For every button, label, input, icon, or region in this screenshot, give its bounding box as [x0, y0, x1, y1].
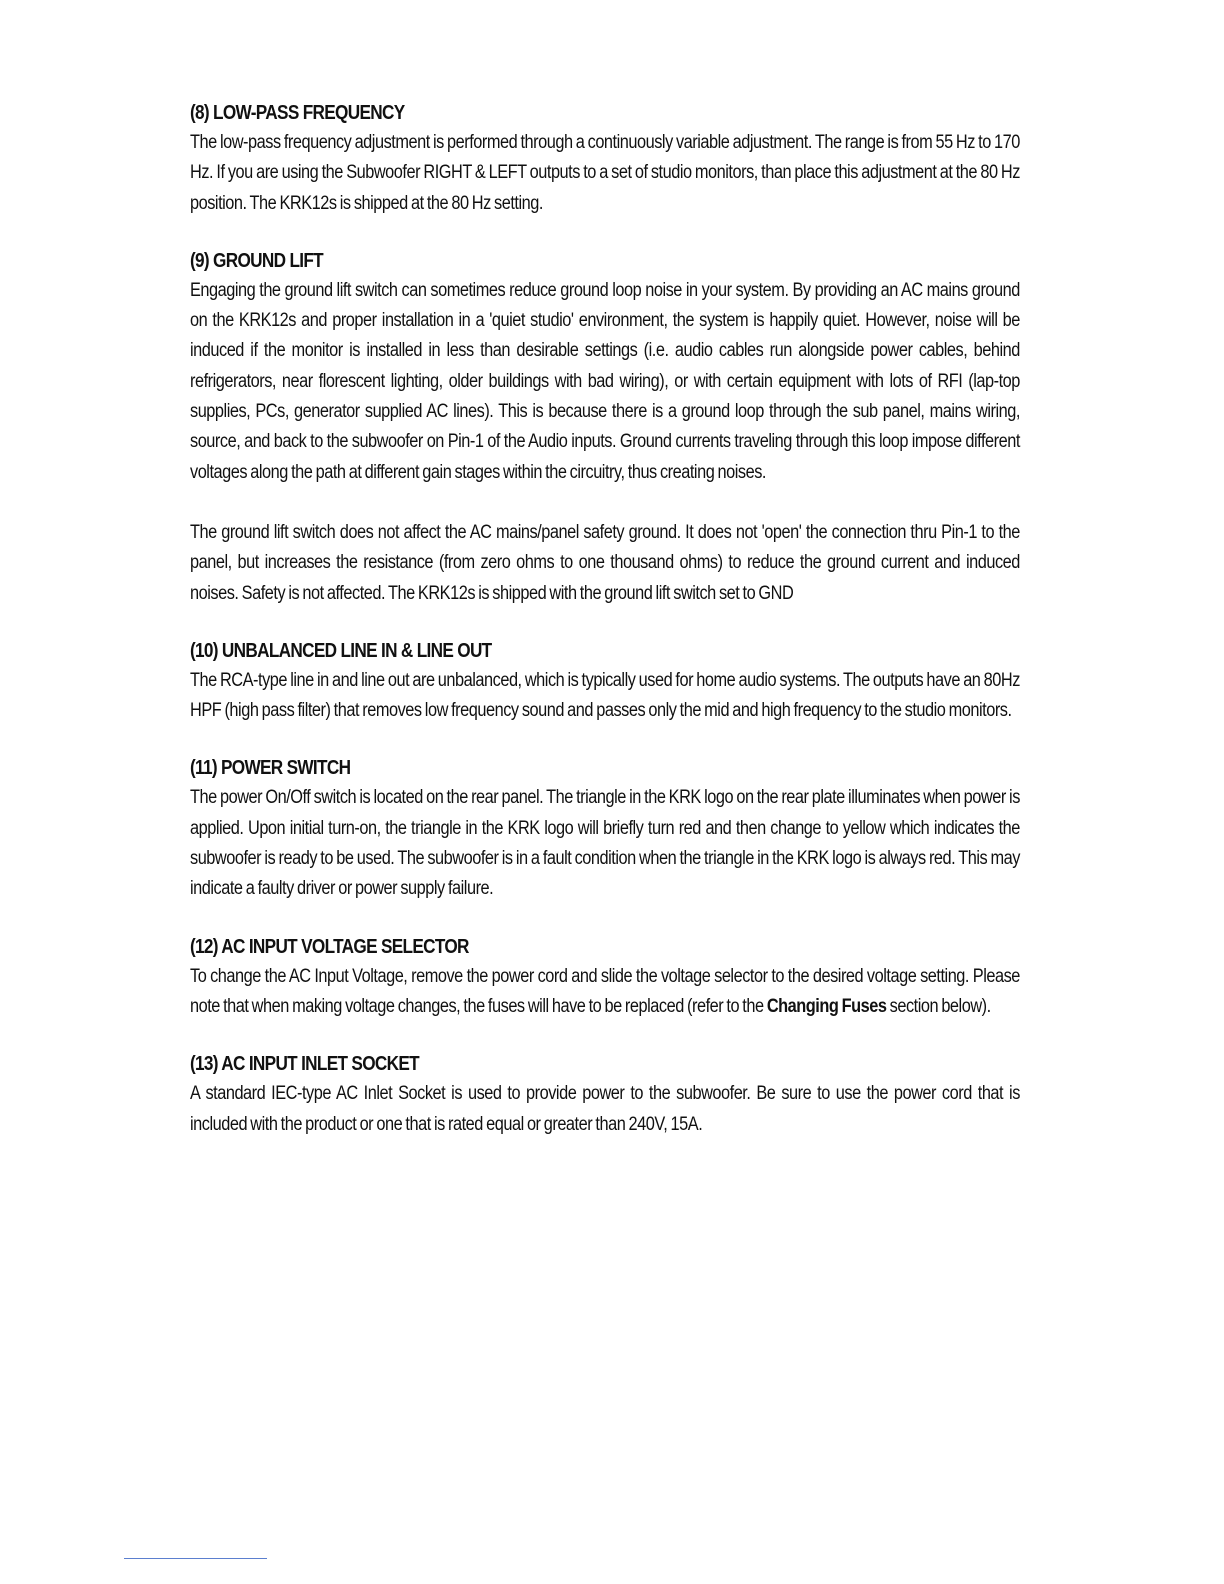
section-ac-input-inlet-socket [190, 1049, 1020, 1140]
section-paragraph [190, 962, 1020, 1023]
section-heading: (11) POWER SWITCH [190, 757, 351, 780]
section-low-pass-frequency [190, 98, 1020, 219]
section-paragraph: The low-pass frequency adjustment is performed through a continuously variable adjustment. The range is from 55 Hz to 170 Hz. If you are using the Subwoofer RIGHT & LEFT outputs to a set of studio monitors, than place this adjustment at the 80 Hz position. The KRK12s is shipped at the 80 Hz setting. [190, 132, 1020, 214]
section-power-switch [190, 753, 1020, 904]
section-paragraph: The RCA-type line in and line out are unbalanced, which is typically used for home audio systems. The outputs have an 80Hz HPF (high pass filter) that removes low frequency sound and passes only the mid and high frequency to the studio monitors. [190, 669, 1020, 722]
section-heading: (10) UNBALANCED LINE IN & LINE OUT [190, 639, 492, 662]
section-paragraph: The ground lift switch does not affect the AC mains/panel safety ground. It does not 'open' the connection thru Pin-1 to the panel, but increases the resistance (from zero ohms to one thousand ohms) to reduce the ground current and induced noises. Safety is not affected. The KRK12s is shipped with the ground lift switch set to GND [190, 521, 1020, 604]
footnote-divider [124, 1558, 267, 1559]
section-ground-lift [190, 246, 1020, 609]
document-page [190, 98, 1020, 1167]
section-unbalanced-line [190, 636, 1020, 727]
section-paragraph: A standard IEC-type AC Inlet Socket is used to provide power to the subwoofer. Be sure to use the power cord that is included with the product or one that is rated equal or greater than 240V, 15A. [190, 1083, 1020, 1135]
section-ac-input-voltage-selector [190, 932, 1020, 1023]
section-heading: (12) AC INPUT VOLTAGE SELECTOR [190, 935, 469, 958]
paragraph-gap [190, 488, 1020, 518]
paragraph-text: To change the AC Input Voltage, remove the power cord and slide the voltage selector to the desired voltage setting. Please note that when making voltage changes, the fuses will have to be replaced (refer to the [190, 965, 1020, 1017]
paragraph-text: section below). [886, 995, 991, 1017]
section-heading: (8) LOW-PASS FREQUENCY [190, 102, 405, 124]
section-heading: (13) AC INPUT INLET SOCKET [190, 1053, 419, 1076]
section-paragraph: The power On/Off switch is located on the rear panel. The triangle in the KRK logo on the rear plate illuminates when power is applied. Upon initial turn-on, the triangle in the KRK logo will briefly turn red and then change to yellow which indicates the subwoofer is ready to be used. The subwoofer is in a fault condition when the triangle in the KRK logo is always red. This may indicate a faulty driver or power supply failure. [190, 787, 1020, 900]
section-heading: (9) GROUND LIFT [190, 249, 324, 272]
changing-fuses-reference: Changing Fuses [766, 995, 887, 1017]
section-paragraph: Engaging the ground lift switch can sometimes reduce ground loop noise in your system. By providing an AC mains ground on the KRK12s and proper installation in a 'quiet studio' environment, the system is happily quiet. However, noise will be induced if the monitor is installed in less than desirable settings (i.e. audio cables run alongside power cables, behind refrigerators, near florescent lighting, older buildings with bad wiring), or with certain equipment with lots of RFI (lap-top supplies, PCs, generator supplied AC lines). This is because there is a ground loop through the sub panel, mains wiring, source, and back to the subwoofer on Pin-1 of the Audio inputs. Ground currents traveling through this loop impose different voltages along the path at different gain stages within the circuitry, thus creating noises. [190, 279, 1020, 483]
